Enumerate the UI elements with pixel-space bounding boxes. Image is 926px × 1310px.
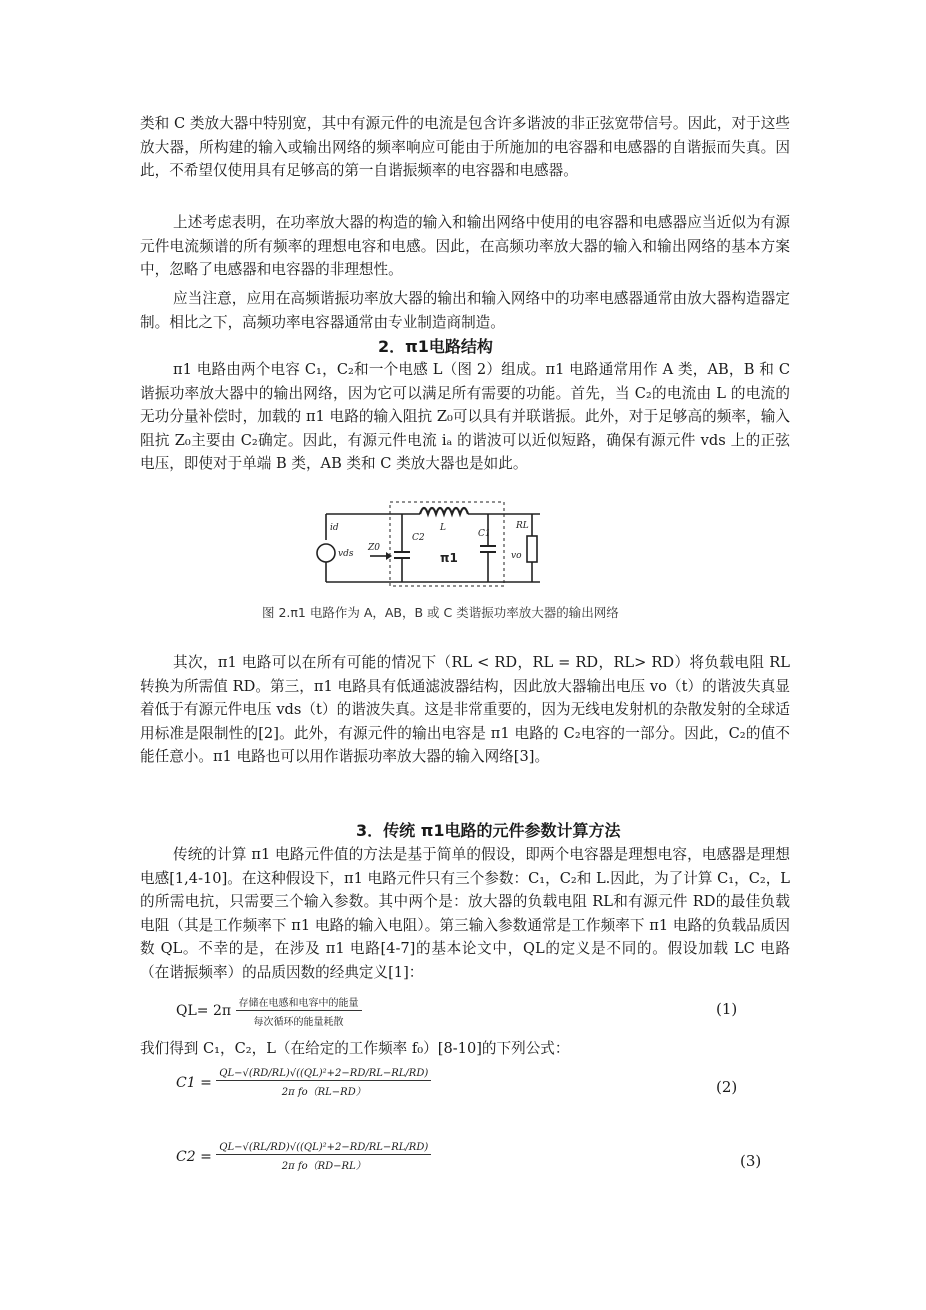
eq2-numerator: QL−√(RD/RL)√((QL)²+2−RD/RL−RL/RD) [216, 1068, 431, 1081]
figure-caption: 图 2.π1 电路作为 A，AB，B 或 C 类谐振功率放大器的输出网络 [262, 605, 619, 620]
section-heading-3: 3．传统 π1电路的元件参数计算方法 [356, 821, 621, 840]
paragraph-2: 上述考虑表明，在功率放大器的构造的输入和输出网络中使用的电容器和电感器应当近似为有源元件电流频谱的所有频率的理想电容和电感。因此，在高频功率放大器的输入和输出网络的基本方案中，忽略了电感器和电容器的非理想性。 [140, 214, 790, 278]
eq2-number: (2) [716, 1078, 738, 1096]
equation-3 [176, 1142, 431, 1172]
eq1-denominator: 每次循环的能量耗散 [253, 1017, 344, 1028]
label-z0: Z0 [368, 543, 380, 553]
eq2-fraction [216, 1068, 431, 1098]
eq1-fraction [236, 994, 362, 1028]
eq1-number: (1) [716, 1000, 738, 1018]
eq1-numerator: 存储在电感和电容中的能量 [236, 994, 362, 1011]
label-vo: vo [511, 551, 522, 561]
label-pi1: π1 [440, 551, 458, 565]
eq1-lhs: QL= 2π [176, 1003, 232, 1019]
equation-1 [176, 994, 362, 1028]
paragraph-5: 其次，π1 电路可以在所有可能的情况下（RL < RD，RL = RD，RL> RD）将负载电阻 RL转换为所需值 RD。第三，π1 电路具有低通滤波器结构，因此放大器输出电压 vo（t）的谐波失真显着低于有源元件电压 vds（t）的谐波失真。这是非常重要的，因为无线电发射机的杂散发射的全球适用标准是限制性的[2]。此外，有源元件的输出电容是 π1 电路的 C₂电容的一部分。因此，C₂的值不能任意小。π1 电路也可以用作谐振功率放大器的输入网络[3]。 [140, 654, 790, 765]
eq3-fraction [216, 1142, 431, 1172]
label-c1: C1 [478, 529, 491, 539]
paragraph-4: π1 电路由两个电容 C₁，C₂和一个电感 L（图 2）组成。π1 电路通常用作 A 类，AB，B 和 C 谐振功率放大器中的输出网络，因为它可以满足所有需要的功能。首先，当 C₂的电流由 L 的电流的无功分量补偿时，加载的 π1 电路的输入阻抗 Z₀可以具有并联谐振。此外，对于足够高的频率，输入阻抗 Z₀主要由 C₂确定。因此，有源元件电流 iₐ 的谐波可以近似短路，确保有源元件 vds 上的正弦电压，即使对于单端 B 类，AB 类和 C 类放大器也是如此。 [140, 361, 790, 472]
section-heading-2: 2．π1电路结构 [378, 337, 493, 356]
paragraph-3: 应当注意，应用在高频谐振功率放大器的输出和输入网络中的功率电感器通常由放大器构造器定制。相比之下，高频功率电容器通常由专业制造商制造。 [140, 290, 790, 331]
label-l: L [440, 523, 446, 533]
eq2-lhs: C1 = [176, 1075, 212, 1091]
eq3-number: (3) [740, 1152, 762, 1170]
eq3-numerator: QL−√(RL/RD)√((QL)²+2−RD/RL−RL/RD) [216, 1142, 431, 1155]
label-vds: vds [338, 549, 354, 559]
label-rl: RL [516, 521, 529, 531]
paragraph-7: 我们得到 C₁，C₂，L（在给定的工作频率 f₀）[8-10]的下列公式： [140, 1040, 570, 1057]
eq3-denominator: 2π fo（RD−RL） [281, 1161, 366, 1172]
label-id: id [330, 523, 339, 533]
paragraph-1: 类和 C 类放大器中特别宽，其中有源元件的电流是包含许多谐波的非正弦宽带信号。因此，对于这些放大器，所构建的输入或输出网络的频率响应可能由于所施加的电容器和电感器的自谐振而失真。因此，不希望仅使用具有足够高的第一自谐振频率的电容器和电感器。 [140, 115, 790, 179]
eq3-lhs: C2 = [176, 1149, 212, 1165]
label-c2: C2 [412, 533, 425, 543]
paragraph-6: 传统的计算 π1 电路元件值的方法是基于简单的假设，即两个电容器是理想电容，电感器是理想电感[1,4-10]。在这种假设下，π1 电路元件只有三个参数：C₁，C₂和 L.因此，为了计算 C₁，C₂，L 的所需电抗，只需要三个输入参数。其中两个是：放大器的负载电阻 RL和有源元件 RD的最佳负载电阻（其是工作频率下 π1 电路的输入电阻）。第三输入参数通常是工作频率下 π1 电路的负载品质因数 QL。不幸的是，在涉及 π1 电路[4-7]的基本论文中，QL的定义是不同的。假设加载 LC 电路（在谐振频率）的品质因数的经典定义[1]： [140, 846, 790, 981]
equation-2 [176, 1068, 431, 1098]
pi1-circuit-diagram [316, 496, 556, 588]
eq2-denominator: 2π fo（RL−RD） [281, 1087, 366, 1098]
